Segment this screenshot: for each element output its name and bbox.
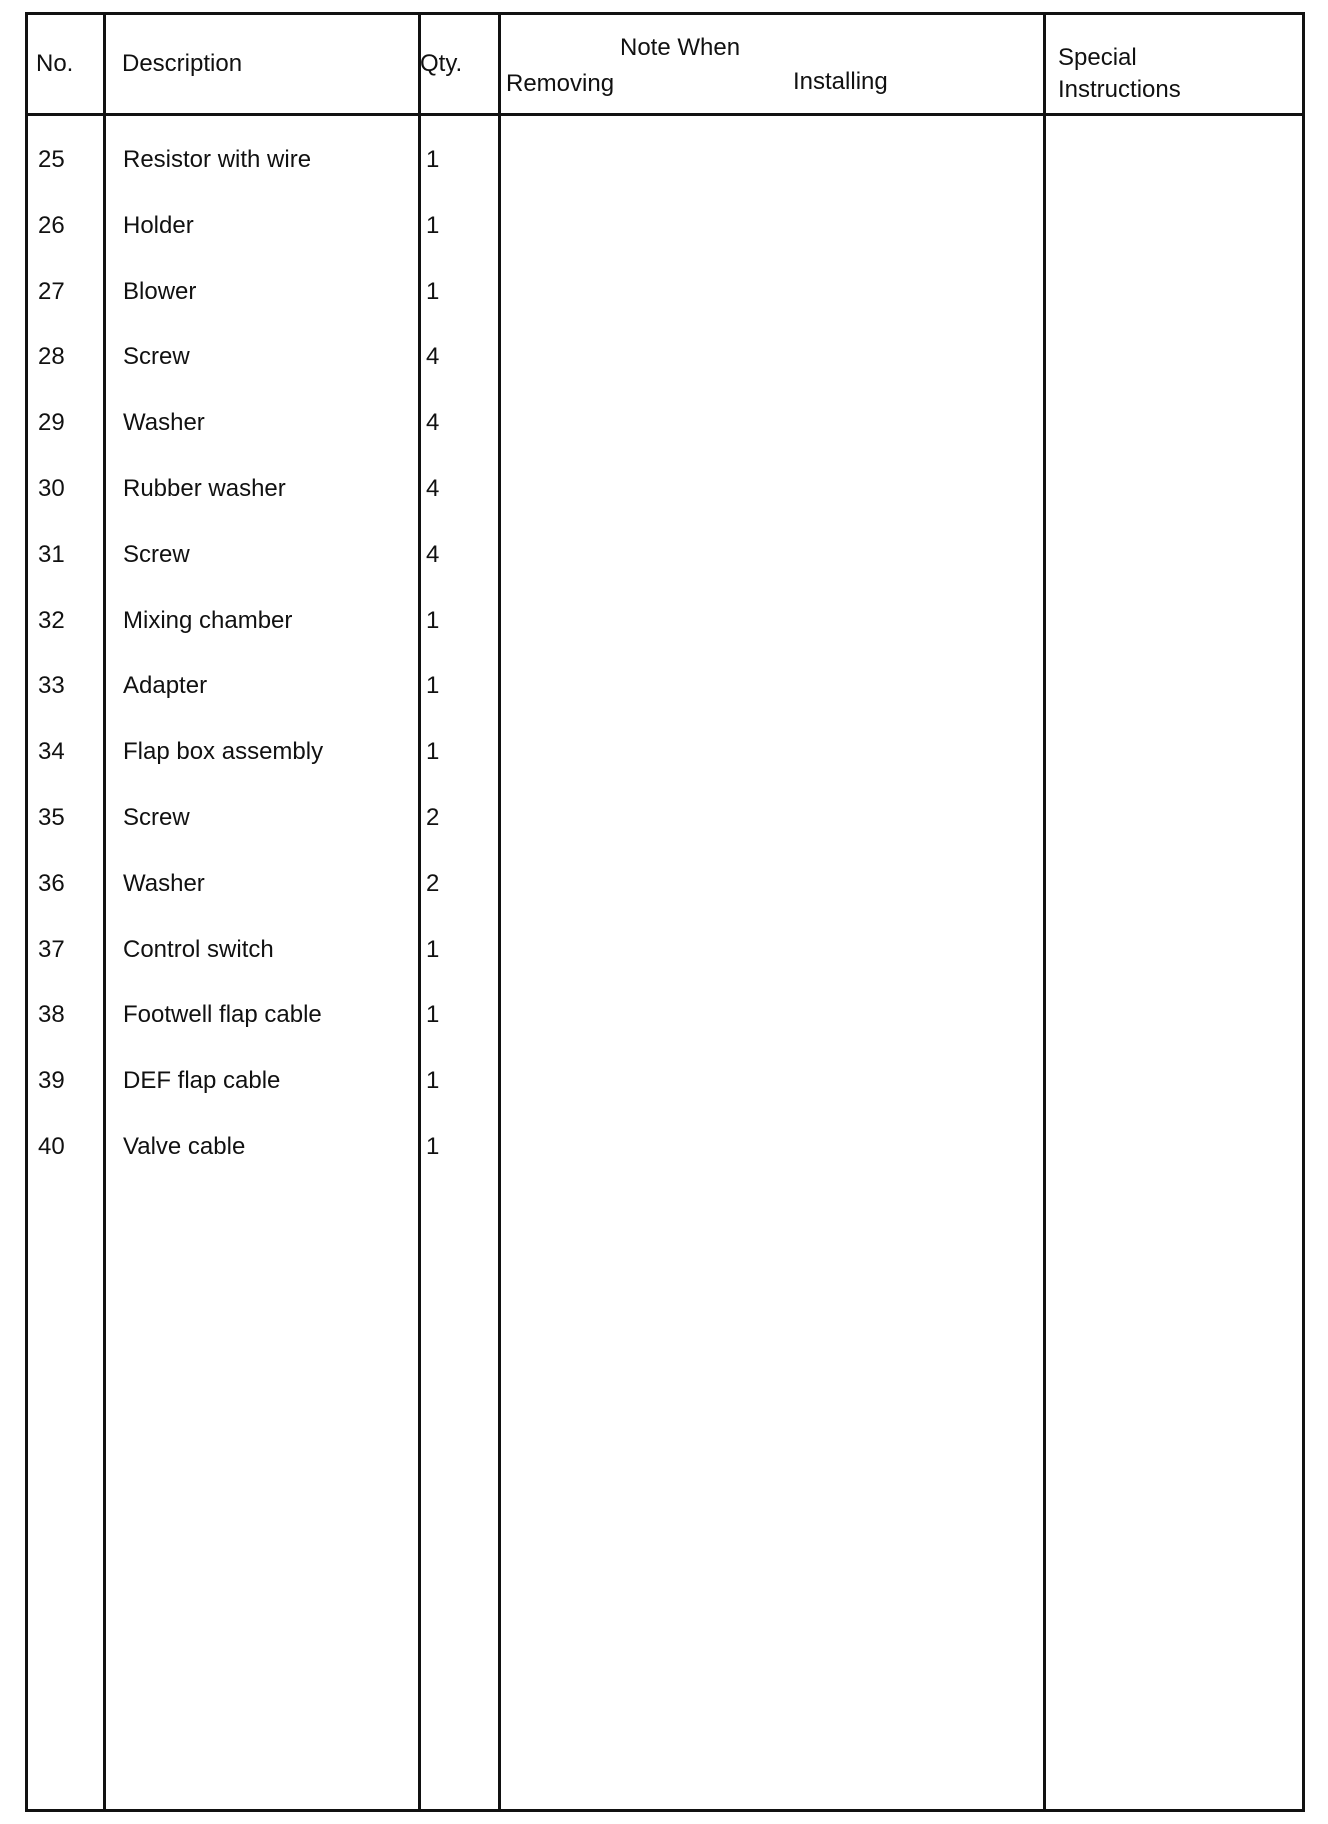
- part-number: 31: [38, 540, 65, 568]
- part-description: Flap box assembly: [123, 738, 324, 766]
- part-quantity: 1: [426, 1067, 440, 1095]
- part-quantity: 1: [426, 277, 440, 305]
- part-number: 34: [38, 738, 65, 766]
- header-qty: Qty.: [420, 50, 463, 77]
- part-quantity: 1: [426, 1132, 440, 1160]
- part-description: Screw: [123, 540, 190, 568]
- part-number: 32: [38, 606, 65, 634]
- header-special-line1: Special: [1058, 44, 1137, 71]
- table-row: [28, 1132, 1302, 1198]
- table-row: [28, 145, 1302, 211]
- part-description: Mixing chamber: [123, 606, 293, 634]
- table-row: [28, 935, 1302, 1001]
- part-description: DEF flap cable: [123, 1067, 281, 1095]
- part-description: Footwell flap cable: [123, 1001, 322, 1029]
- part-number: 38: [38, 1001, 65, 1029]
- part-quantity: 2: [426, 869, 440, 897]
- part-number: 28: [38, 343, 65, 371]
- part-number: 36: [38, 869, 65, 897]
- part-quantity: 4: [426, 474, 440, 502]
- part-number: 35: [38, 803, 65, 831]
- header-installing: Installing: [793, 68, 888, 95]
- part-number: 29: [38, 409, 65, 437]
- table-row: [28, 671, 1302, 737]
- part-quantity: 2: [426, 803, 440, 831]
- table-row: [28, 342, 1302, 408]
- table-row: [28, 277, 1302, 343]
- header-description: Description: [122, 50, 243, 77]
- part-number: 39: [38, 1067, 65, 1095]
- header-special-line2: Instructions: [1058, 76, 1181, 103]
- part-quantity: 4: [426, 343, 440, 371]
- part-quantity: 1: [426, 672, 440, 700]
- part-quantity: 1: [426, 935, 440, 963]
- header-divider: [28, 113, 1302, 116]
- table-row: [28, 1066, 1302, 1132]
- header-removing: Removing: [506, 70, 615, 97]
- part-description: Adapter: [123, 672, 208, 700]
- part-description: Rubber washer: [123, 474, 286, 502]
- part-number: 33: [38, 672, 65, 700]
- part-quantity: 1: [426, 738, 440, 766]
- header-no: No.: [36, 50, 74, 77]
- table-row: [28, 737, 1302, 803]
- table-row: [28, 540, 1302, 606]
- table-row: [28, 1000, 1302, 1066]
- part-quantity: 4: [426, 409, 440, 437]
- part-description: Washer: [123, 409, 205, 437]
- part-quantity: 1: [426, 1001, 440, 1029]
- table-body: [28, 145, 1302, 1198]
- part-number: 25: [38, 146, 65, 173]
- table-row: [28, 606, 1302, 672]
- table-row: [28, 869, 1302, 935]
- part-description: Screw: [123, 803, 190, 831]
- part-description: Control switch: [123, 935, 274, 963]
- part-description: Washer: [123, 869, 205, 897]
- part-description: Holder: [123, 211, 194, 239]
- part-quantity: 1: [426, 211, 440, 239]
- part-quantity: 1: [426, 606, 440, 634]
- table-row: [28, 408, 1302, 474]
- part-quantity: 1: [426, 146, 440, 173]
- part-description: Valve cable: [123, 1132, 246, 1160]
- part-number: 26: [38, 211, 65, 239]
- part-quantity: 4: [426, 540, 440, 568]
- part-description: Screw: [123, 343, 190, 371]
- part-number: 40: [38, 1132, 65, 1160]
- part-description: Resistor with wire: [123, 146, 312, 173]
- table-row: [28, 474, 1302, 540]
- part-number: 30: [38, 474, 65, 502]
- table-row: [28, 211, 1302, 277]
- part-number: 37: [38, 935, 65, 963]
- header-note-when: Note When: [620, 34, 741, 61]
- table-row: [28, 803, 1302, 869]
- part-number: 27: [38, 277, 65, 305]
- parts-table: [25, 12, 1305, 1812]
- part-description: Blower: [123, 277, 197, 305]
